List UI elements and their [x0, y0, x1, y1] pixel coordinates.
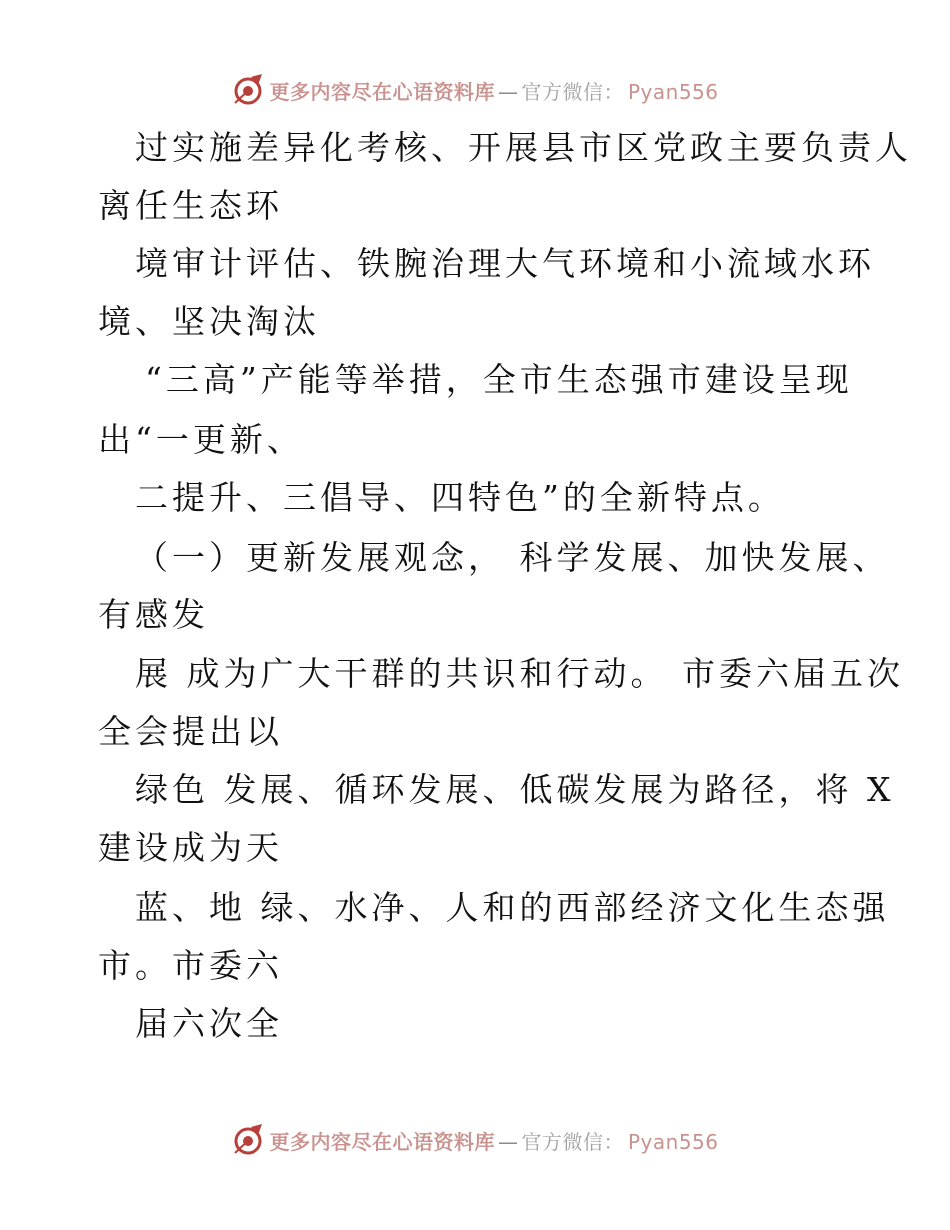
banner-dash: — — [497, 1129, 519, 1154]
body-line: 二提升、三倡导、四特色”的全新特点。 — [135, 478, 785, 517]
pen-circle-logo-icon — [231, 1123, 265, 1157]
body-line: 出“一更新、 — [98, 420, 304, 459]
body-line: 展 成为广大干群的共识和行动。 市委六届五次 — [135, 654, 904, 693]
body-line: （一）更新发展观念， 科学发展、加快发展、 — [135, 538, 890, 577]
banner-dash: — — [497, 79, 519, 104]
body-line: 绿色 发展、循环发展、低碳发展为路径，将 X — [135, 770, 895, 809]
pen-circle-logo-icon — [231, 73, 265, 107]
body-line: 届六次全 — [135, 1004, 283, 1043]
body-line: 离任生态环 — [98, 186, 283, 225]
header-banner — [0, 72, 950, 108]
banner-title: 更多内容尽在心语资料库 — [269, 79, 495, 104]
body-line: 境、坚决淘汰 — [98, 302, 320, 341]
body-line: 有感发 — [98, 595, 209, 634]
body-line: 市。市委六 — [98, 946, 283, 985]
body-line: 全会提出以 — [98, 712, 283, 751]
body-line: 蓝、地 绿、水净、人和的西部经济文化生态强 — [135, 888, 890, 927]
body-line: 建设成为天 — [98, 828, 283, 867]
banner-wechat-label: 官方微信： — [521, 79, 624, 104]
banner-wechat-id: Pyan556 — [627, 79, 719, 104]
banner-wechat-label: 官方微信： — [521, 1129, 624, 1154]
banner-wechat-id: Pyan556 — [627, 1129, 719, 1154]
body-line: 境审计评估、铁腕治理大气环境和小流域水环 — [135, 244, 875, 283]
body-line: “三高”产能等举措，全市生态强市建设呈现 — [145, 360, 853, 399]
banner-title: 更多内容尽在心语资料库 — [269, 1129, 495, 1154]
footer-banner — [0, 1122, 950, 1158]
body-line: 过实施差异化考核、开展县市区党政主要负责人 — [135, 128, 912, 167]
